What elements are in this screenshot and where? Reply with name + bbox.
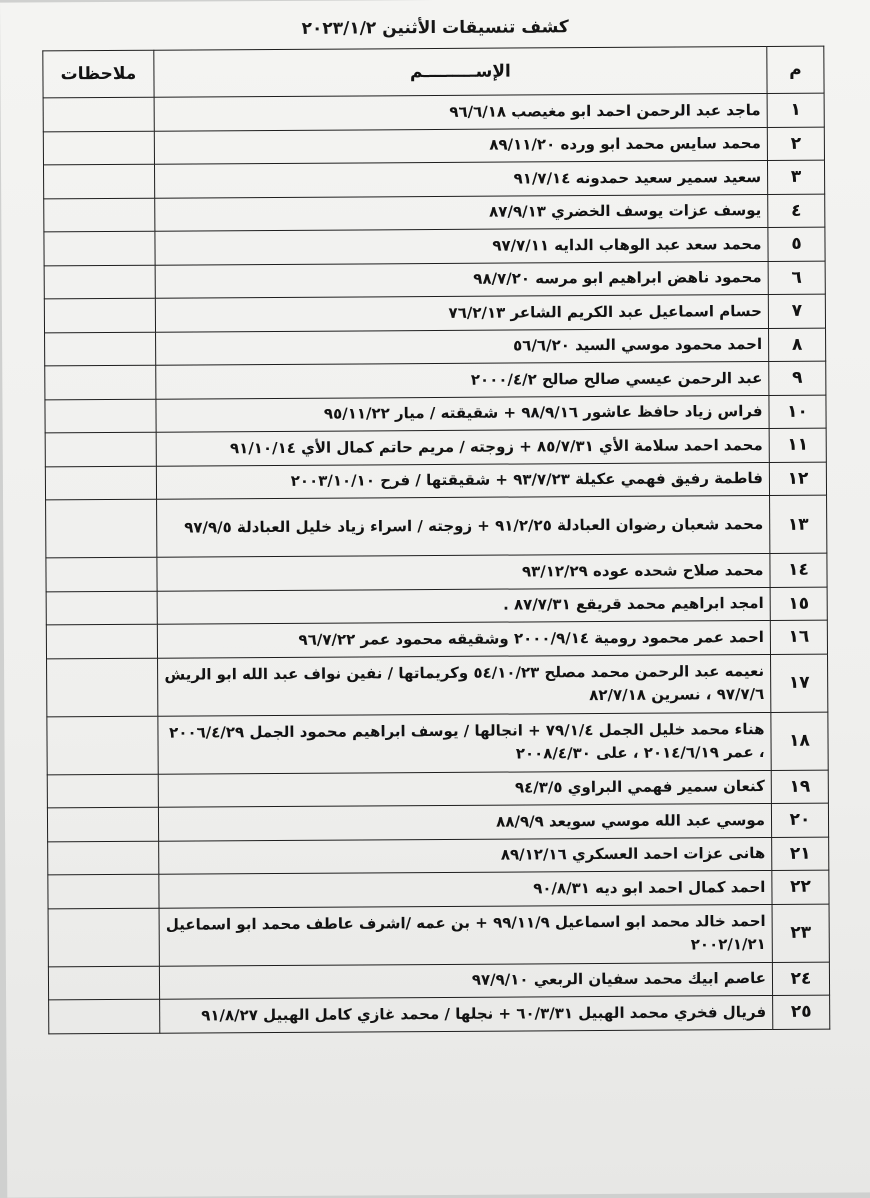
row-notes — [45, 399, 156, 433]
row-notes — [44, 198, 155, 232]
table-body — [43, 93, 830, 1033]
row-number: ٥ — [768, 227, 825, 261]
row-number: ٢ — [767, 127, 824, 161]
row-number: ٢٣ — [772, 904, 829, 962]
row-name: سعيد سمير سعيد حمدونه ٩١/٧/١٤ — [154, 160, 767, 197]
row-notes — [43, 97, 154, 131]
table-row — [46, 495, 827, 558]
row-notes — [48, 874, 159, 908]
row-number: ٦ — [768, 261, 825, 295]
row-number: ١٤ — [770, 553, 827, 587]
row-notes — [45, 332, 156, 366]
table-row — [48, 904, 829, 967]
row-name: كنعان سمير فهمي البراوي ٩٤/٣/٥ — [158, 770, 771, 807]
table-row — [44, 227, 825, 265]
row-number: ٢٠ — [771, 803, 828, 837]
row-name: احمد عمر محمود رومية ٢٠٠٠/٩/١٤ وشقيقه محمود عمر ٩٦/٧/٢٢ — [157, 620, 770, 657]
table-row — [46, 553, 827, 591]
row-notes — [47, 658, 158, 717]
row-name: محمد شعبان رضوان العبادلة ٩١/٢/٢٥ + زوجته / اسراء زياد خليل العبادلة ٩٧/٩/٥ — [157, 495, 770, 557]
row-name: هناء محمد خليل الجمل ٧٩/١/٤ + انجالها / يوسف ابراهيم محمود الجمل ٢٠٠٦/٤/٢٩ ، عمر ٢٠١٤/٦/١٩ ، على ٢٠٠٨/٤/٣٠ — [158, 712, 771, 774]
row-name: ماجد عبد الرحمن احمد ابو مغيصب ٩٦/٦/١٨ — [154, 93, 767, 130]
row-notes — [45, 365, 156, 399]
row-name: محمد سعد عبد الوهاب الدايه ٩٧/٧/١١ — [155, 227, 768, 264]
row-name: يوسف عزات يوسف الخضري ٨٧/٩/١٣ — [155, 194, 768, 231]
row-notes — [44, 265, 155, 299]
row-notes — [49, 999, 160, 1033]
table-row — [46, 587, 827, 625]
row-name: محمد سايس محمد ابو ورده ٨٩/١١/٢٠ — [154, 127, 767, 164]
table-row — [49, 995, 830, 1033]
table-row — [47, 803, 828, 841]
table-row — [45, 462, 826, 500]
table-row — [47, 654, 828, 717]
table-row — [45, 395, 826, 433]
row-name: احمد محمود موسي السيد ٥٦/٦/٢٠ — [156, 328, 769, 365]
row-name: حسام اسماعيل عبد الكريم الشاعر ٧٦/٢/١٣ — [155, 294, 768, 331]
row-number: ٩ — [769, 361, 826, 395]
row-number: ٤ — [768, 194, 825, 228]
table-row — [45, 428, 826, 466]
table-row — [45, 328, 826, 366]
row-number: ٣ — [767, 160, 824, 194]
row-notes — [46, 557, 157, 591]
row-name: عاصم ابيك محمد سفيان الربعي ٩٧/٩/١٠ — [159, 962, 772, 999]
row-name: موسي عبد الله موسي سويعد ٨٨/٩/٩ — [158, 803, 771, 840]
row-name: امجد ابراهيم محمد قريقع ٨٧/٧/٣١ . — [157, 587, 770, 624]
page-title: كشف تنسيقات الأثنين ٢٠٢٣/١/٢ — [301, 17, 569, 39]
row-number: ١٥ — [770, 587, 827, 621]
table-row — [44, 194, 825, 232]
header-name: الإســـــــــم — [154, 46, 767, 97]
table-row — [48, 962, 829, 1000]
row-notes — [48, 841, 159, 875]
row-number: ١٢ — [769, 462, 826, 496]
table-row — [43, 127, 824, 165]
row-number: ٨ — [769, 328, 826, 362]
row-number: ١ — [767, 93, 824, 127]
row-notes — [46, 624, 157, 658]
row-notes — [45, 466, 156, 500]
row-notes — [46, 499, 157, 558]
header-number: م — [767, 46, 824, 93]
table-row — [47, 712, 828, 775]
row-name: عبد الرحمن عيسي صالح صالح ٢٠٠٠/٤/٢ — [156, 361, 769, 398]
row-name: نعيمه عبد الرحمن محمد مصلح ٥٤/١٠/٢٣ وكريماتها / نفين نواف عبد الله ابو الريش ٩٧/٧/٦ ، نسرين ٨٢/٧/١٨ — [158, 654, 771, 716]
table-row — [43, 93, 824, 131]
row-notes — [44, 231, 155, 265]
table-header-row — [43, 46, 824, 98]
table-row — [44, 294, 825, 332]
header-notes: ملاحظات — [43, 50, 154, 98]
row-number: ١٦ — [770, 620, 827, 654]
row-name: هانى عزات احمد العسكري ٨٩/١٢/١٦ — [159, 837, 772, 874]
row-notes — [48, 908, 159, 967]
table-row — [46, 620, 827, 658]
coordination-table — [42, 46, 830, 1034]
row-number: ١٣ — [770, 495, 827, 553]
row-name: فريال فخري محمد الهبيل ٦٠/٣/٣١ + نجلها / محمد غازي كامل الهبيل ٩١/٨/٢٧ — [160, 995, 773, 1032]
row-name: فاطمة رفيق فهمي عكيلة ٩٣/٧/٢٣ + شقيقتها / فرح ٢٠٠٣/١٠/١٠ — [156, 462, 769, 499]
row-notes — [47, 774, 158, 808]
table-row — [45, 361, 826, 399]
row-name: محمد صلاح شحده عوده ٩٣/١٢/٢٩ — [157, 553, 770, 590]
row-number: ١٩ — [771, 770, 828, 804]
row-name: احمد خالد محمد ابو اسماعيل ٩٩/١١/٩ + بن عمه /اشرف عاطف محمد ابو اسماعيل ٢٠٠٢/١/٢١ — [159, 904, 772, 966]
row-name: محمود ناهض ابراهيم ابو مرسه ٩٨/٧/٢٠ — [155, 261, 768, 298]
row-number: ١٨ — [771, 712, 828, 770]
table-row — [47, 770, 828, 808]
row-number: ٧ — [768, 294, 825, 328]
row-name: محمد احمد سلامة الأي ٨٥/٧/٣١ + زوجته / مريم حاتم كمال الأي ٩١/١٠/١٤ — [156, 428, 769, 465]
row-notes — [47, 807, 158, 841]
row-notes — [44, 298, 155, 332]
row-number: ٢٤ — [772, 962, 829, 996]
row-notes — [43, 131, 154, 165]
row-name: احمد كمال احمد ابو ديه ٩٠/٨/٣١ — [159, 870, 772, 907]
row-number: ١٠ — [769, 395, 826, 429]
row-number: ١٧ — [771, 654, 828, 712]
table-row — [43, 160, 824, 198]
row-notes — [45, 432, 156, 466]
row-name: فراس زياد حافظ عاشور ٩٨/٩/١٦ + شقيقته / ميار ٩٥/١١/٢٢ — [156, 395, 769, 432]
row-notes — [48, 966, 159, 1000]
row-number: ٢٥ — [773, 995, 830, 1029]
row-number: ٢٢ — [772, 870, 829, 904]
table-row — [48, 870, 829, 908]
row-notes — [46, 591, 157, 625]
row-number: ١١ — [769, 428, 826, 462]
row-notes — [43, 164, 154, 198]
table-row — [44, 261, 825, 299]
table-row — [48, 837, 829, 875]
row-notes — [47, 716, 158, 775]
row-number: ٢١ — [772, 837, 829, 871]
